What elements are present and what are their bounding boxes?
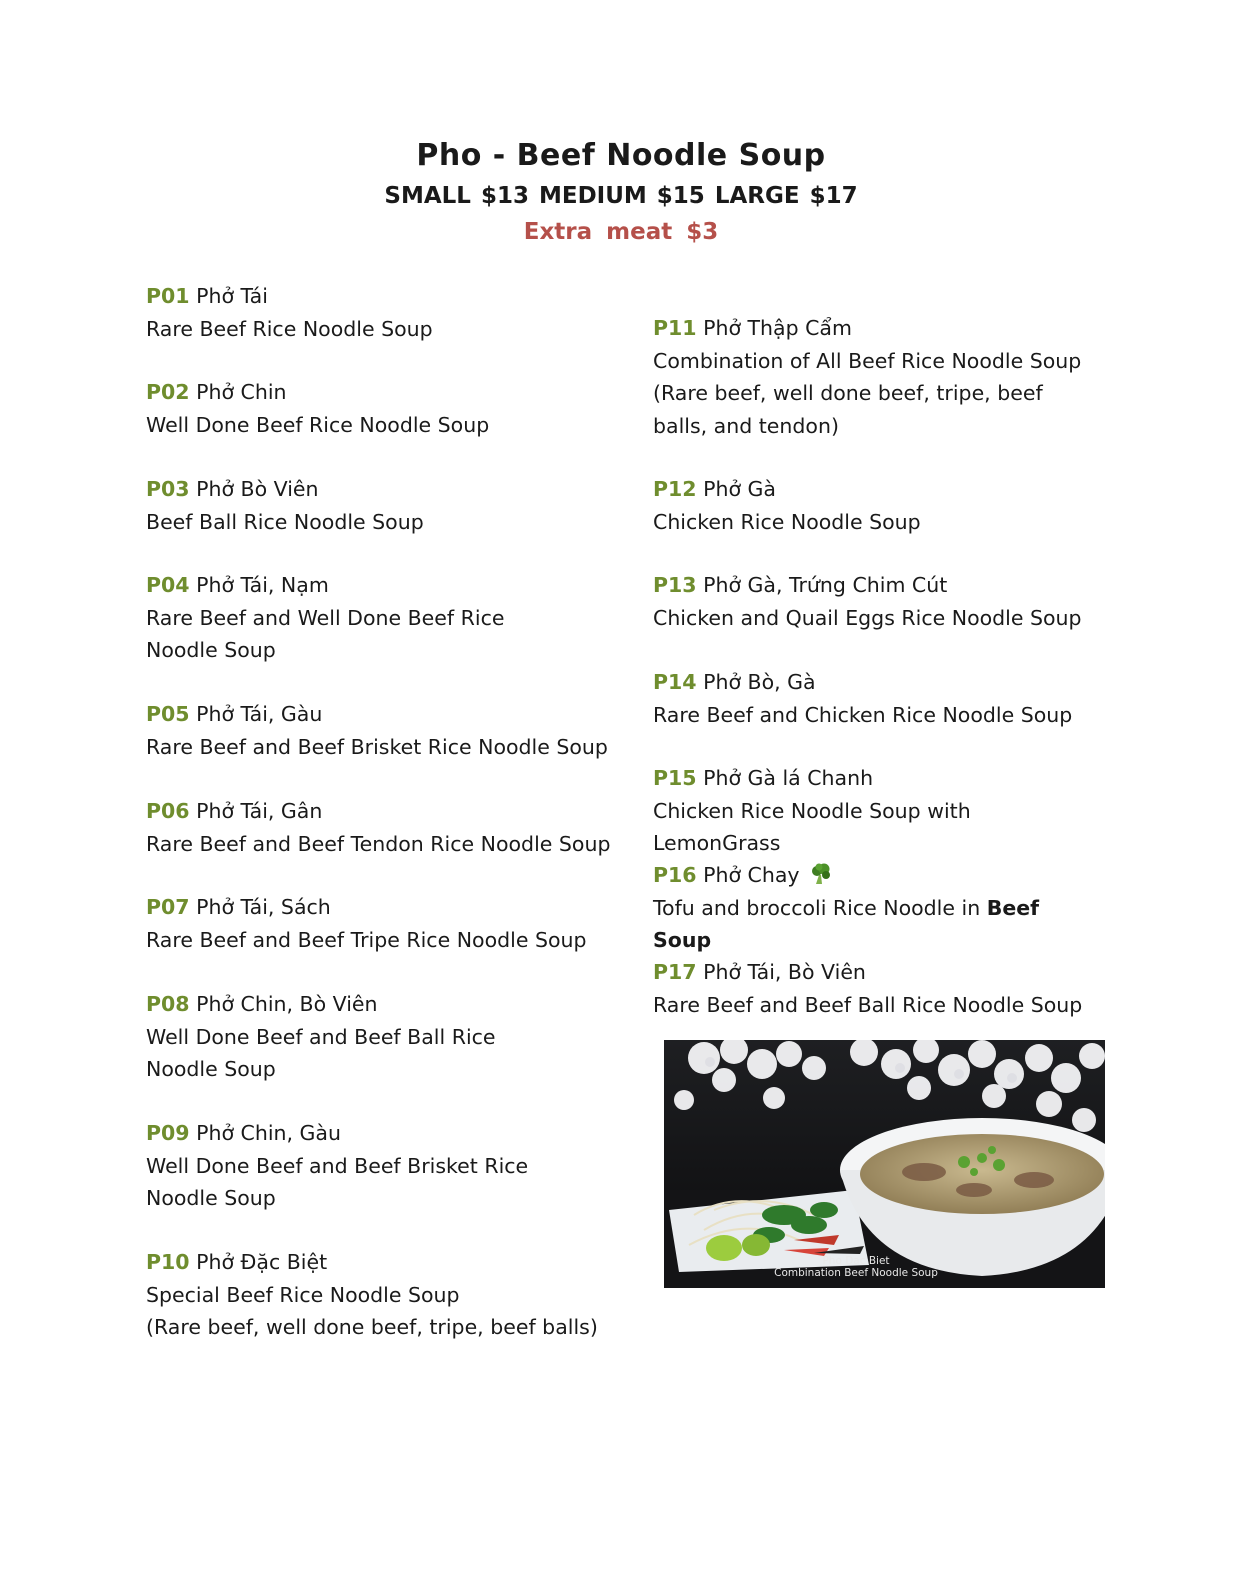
item-name: Phở Gà, Trứng Chim Cút (703, 573, 948, 597)
menu-item-p10 (146, 1246, 646, 1344)
menu-item-p17 (653, 956, 1093, 1021)
item-name: Phở Bò Viên (196, 477, 319, 501)
item-description-bold: Beef Soup (653, 895, 1040, 952)
item-description: Rare Beef Rice Noodle Soup (146, 316, 433, 341)
item-name: Phở Tái, Gàu (196, 702, 323, 726)
item-name: Phở Bò, Gà (703, 670, 816, 694)
item-description-text: Tofu and broccoli Rice Noodle in (653, 895, 981, 920)
item-name: Phở Chay (703, 863, 800, 887)
item-description: Rare Beef and Chicken Rice Noodle Soup (653, 702, 1073, 727)
item-description: Chicken Rice Noodle Soup (653, 509, 921, 534)
menu-item-p04 (146, 569, 566, 667)
item-code: P11 (653, 316, 697, 340)
menu-item-p13 (653, 569, 1093, 634)
item-description: Well Done Beef and Beef Ball Rice Noodle Soup (146, 1024, 496, 1081)
item-code: P05 (146, 702, 190, 726)
menu-item-p03 (146, 473, 646, 538)
photo-caption-line1: Pho Dac Biet (822, 1255, 890, 1267)
item-name: Phở Gà lá Chanh (703, 766, 874, 790)
menu-item-p12 (653, 473, 1093, 538)
menu-item-p14 (653, 666, 1093, 731)
item-code: P06 (146, 799, 190, 823)
item-code: P13 (653, 573, 697, 597)
pho-photo (664, 1040, 1105, 1288)
item-description-detail: (Rare beef, well done beef, tripe, beef balls) (146, 1315, 598, 1339)
item-code: P08 (146, 992, 190, 1016)
item-description: Well Done Beef Rice Noodle Soup (146, 412, 490, 437)
item-description: Combination of All Beef Rice Noodle Soup (653, 348, 1082, 373)
pho-photo-image (664, 1040, 1105, 1288)
item-code: P01 (146, 284, 190, 308)
broccoli-icon (810, 862, 832, 884)
item-code: P04 (146, 573, 190, 597)
menu-item-p09 (146, 1117, 596, 1215)
item-code: P15 (653, 766, 697, 790)
item-name: Phở Tái (196, 284, 268, 308)
item-name: Phở Chin (196, 380, 287, 404)
menu-title: Pho - Beef Noodle Soup (416, 138, 826, 173)
item-description: Chicken and Quail Eggs Rice Noodle Soup (653, 605, 1082, 630)
item-name: Phở Gà (703, 477, 776, 501)
item-description: Rare Beef and Well Done Beef Rice Noodle Soup (146, 605, 505, 662)
item-code: P10 (146, 1250, 190, 1274)
item-code: P17 (653, 960, 697, 984)
item-name: Phở Đặc Biệt (196, 1250, 328, 1274)
item-name: Phở Chin, Bò Viên (196, 992, 378, 1016)
item-description: Special Beef Rice Noodle Soup (146, 1282, 460, 1307)
extra-meat-price: Extra meat $3 (523, 219, 719, 245)
menu-item-p01 (146, 280, 646, 345)
menu-item-p16 (653, 859, 1093, 957)
menu-item-p02 (146, 376, 646, 441)
item-name: Phở Thập Cẩm (703, 316, 852, 340)
item-name: Phở Tái, Sách (196, 895, 331, 919)
menu-item-p07 (146, 891, 646, 956)
menu-item-p08 (146, 988, 566, 1086)
item-description: Rare Beef and Beef Ball Rice Noodle Soup (653, 992, 1083, 1017)
menu-item-p05 (146, 698, 646, 763)
item-code: P09 (146, 1121, 190, 1145)
item-description: Rare Beef and Beef Brisket Rice Noodle Soup (146, 734, 608, 759)
item-description: Chicken Rice Noodle Soup with LemonGrass (653, 798, 971, 855)
item-name: Phở Tái, Gân (196, 799, 323, 823)
item-description: Rare Beef and Beef Tendon Rice Noodle Soup (146, 831, 611, 856)
item-name: Phở Tái, Nạm (196, 573, 329, 597)
item-description: Beef Ball Rice Noodle Soup (146, 509, 424, 534)
item-code: P14 (653, 670, 697, 694)
item-code: P16 (653, 863, 697, 887)
item-code: P02 (146, 380, 190, 404)
item-description-detail: (Rare beef, well done beef, tripe, beef balls, and tendon) (653, 381, 1043, 438)
item-code: P12 (653, 477, 697, 501)
item-description: Rare Beef and Beef Tripe Rice Noodle Soup (146, 927, 587, 952)
item-description: Well Done Beef and Beef Brisket Rice Noodle Soup (146, 1153, 529, 1210)
item-name: Phở Chin, Gàu (196, 1121, 341, 1145)
item-name: Phở Tái, Bò Viên (703, 960, 866, 984)
item-description (653, 892, 1093, 957)
item-code: P03 (146, 477, 190, 501)
menu-item-p06 (146, 795, 646, 860)
menu-item-p15 (653, 762, 1093, 860)
menu-item-p11 (653, 312, 1093, 442)
size-prices: SMALL $13 MEDIUM $15 LARGE $17 (384, 183, 858, 209)
item-code: P07 (146, 895, 190, 919)
photo-caption-line2: Combination Beef Noodle Soup (774, 1267, 938, 1279)
